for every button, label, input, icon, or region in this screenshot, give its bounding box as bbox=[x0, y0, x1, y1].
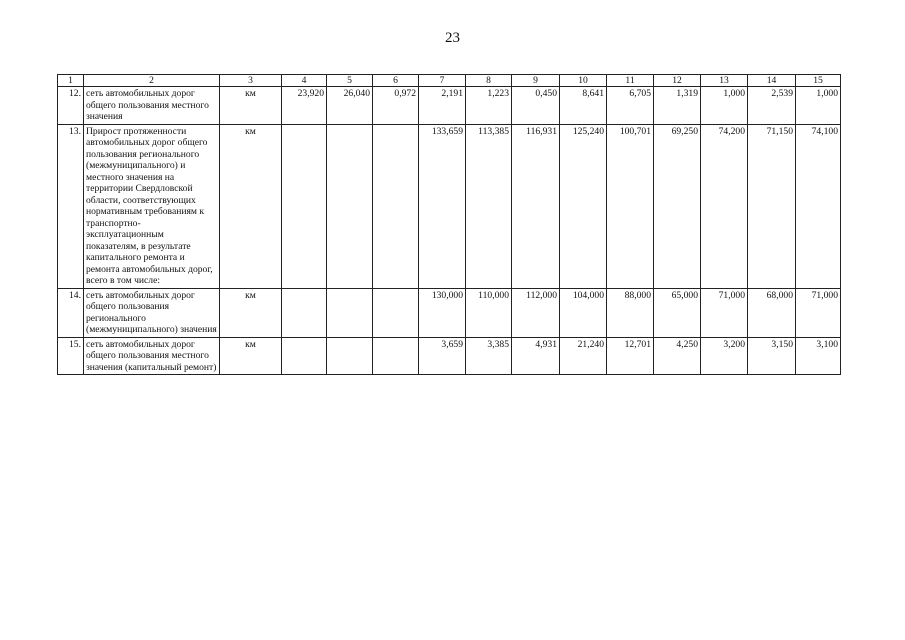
col-header: 12 bbox=[654, 75, 701, 87]
data-table bbox=[57, 74, 841, 375]
value-cell: 116,931 bbox=[512, 124, 560, 288]
value-cell: 100,701 bbox=[607, 124, 654, 288]
value-cell bbox=[327, 288, 373, 337]
table-row bbox=[58, 288, 841, 337]
value-cell: 8,641 bbox=[560, 87, 607, 125]
value-cell: 71,000 bbox=[796, 288, 841, 337]
col-header: 1 bbox=[58, 75, 84, 87]
row-number: 15. bbox=[58, 337, 84, 375]
row-description: сеть автомобильных дорог общего пользования местного значения bbox=[84, 87, 220, 125]
value-cell: 0,450 bbox=[512, 87, 560, 125]
col-header: 5 bbox=[327, 75, 373, 87]
table-row bbox=[58, 124, 841, 288]
value-cell: 4,250 bbox=[654, 337, 701, 375]
value-cell: 71,000 bbox=[701, 288, 748, 337]
value-cell: 1,000 bbox=[796, 87, 841, 125]
value-cell: 3,385 bbox=[466, 337, 512, 375]
value-cell: 0,972 bbox=[373, 87, 419, 125]
col-header: 10 bbox=[560, 75, 607, 87]
row-description: сеть автомобильных дорог общего пользования местного значения (капитальный ремонт) bbox=[84, 337, 220, 375]
value-cell: 3,100 bbox=[796, 337, 841, 375]
row-number: 14. bbox=[58, 288, 84, 337]
value-cell: 4,931 bbox=[512, 337, 560, 375]
value-cell bbox=[373, 337, 419, 375]
value-cell: 23,920 bbox=[282, 87, 327, 125]
row-unit: км bbox=[220, 337, 282, 375]
value-cell: 125,240 bbox=[560, 124, 607, 288]
value-cell: 2,539 bbox=[748, 87, 796, 125]
value-cell: 113,385 bbox=[466, 124, 512, 288]
col-header: 8 bbox=[466, 75, 512, 87]
value-cell: 110,000 bbox=[466, 288, 512, 337]
value-cell: 2,191 bbox=[419, 87, 466, 125]
value-cell bbox=[282, 337, 327, 375]
col-header: 9 bbox=[512, 75, 560, 87]
row-description: сеть автомобильных дорог общего пользования регионального (межмуниципального) значения bbox=[84, 288, 220, 337]
value-cell: 12,701 bbox=[607, 337, 654, 375]
row-unit: км bbox=[220, 288, 282, 337]
value-cell bbox=[327, 124, 373, 288]
col-header: 11 bbox=[607, 75, 654, 87]
value-cell: 6,705 bbox=[607, 87, 654, 125]
value-cell bbox=[373, 288, 419, 337]
table-row bbox=[58, 337, 841, 375]
value-cell: 104,000 bbox=[560, 288, 607, 337]
value-cell: 65,000 bbox=[654, 288, 701, 337]
page-number: 23 bbox=[445, 30, 460, 46]
col-header: 3 bbox=[220, 75, 282, 87]
value-cell: 69,250 bbox=[654, 124, 701, 288]
row-number: 12. bbox=[58, 87, 84, 125]
col-header: 4 bbox=[282, 75, 327, 87]
row-unit: км bbox=[220, 87, 282, 125]
value-cell: 88,000 bbox=[607, 288, 654, 337]
value-cell: 3,150 bbox=[748, 337, 796, 375]
value-cell: 133,659 bbox=[419, 124, 466, 288]
row-number: 13. bbox=[58, 124, 84, 288]
value-cell: 74,100 bbox=[796, 124, 841, 288]
col-header: 13 bbox=[701, 75, 748, 87]
value-cell bbox=[327, 337, 373, 375]
col-header: 2 bbox=[84, 75, 220, 87]
value-cell: 74,200 bbox=[701, 124, 748, 288]
col-header: 15 bbox=[796, 75, 841, 87]
col-header: 7 bbox=[419, 75, 466, 87]
col-header: 14 bbox=[748, 75, 796, 87]
value-cell: 26,040 bbox=[327, 87, 373, 125]
value-cell: 1,319 bbox=[654, 87, 701, 125]
header-row bbox=[58, 75, 841, 87]
value-cell: 130,000 bbox=[419, 288, 466, 337]
row-unit: км bbox=[220, 124, 282, 288]
value-cell bbox=[282, 124, 327, 288]
value-cell: 1,000 bbox=[701, 87, 748, 125]
value-cell: 21,240 bbox=[560, 337, 607, 375]
value-cell: 3,200 bbox=[701, 337, 748, 375]
value-cell: 3,659 bbox=[419, 337, 466, 375]
value-cell: 1,223 bbox=[466, 87, 512, 125]
value-cell bbox=[282, 288, 327, 337]
value-cell: 71,150 bbox=[748, 124, 796, 288]
value-cell: 68,000 bbox=[748, 288, 796, 337]
table-row bbox=[58, 87, 841, 125]
row-description: Прирост протяженности автомобильных дорог общего пользования регионального (межмуниципального) и местного значения на территории Свердловской области, соответствующих нормативным требованиям к транспортно-эксплуатационным показателям, в результате капитального ремонта и ремонта автомобильных дорог, всего в том числе: bbox=[84, 124, 220, 288]
value-cell: 112,000 bbox=[512, 288, 560, 337]
value-cell bbox=[373, 124, 419, 288]
col-header: 6 bbox=[373, 75, 419, 87]
